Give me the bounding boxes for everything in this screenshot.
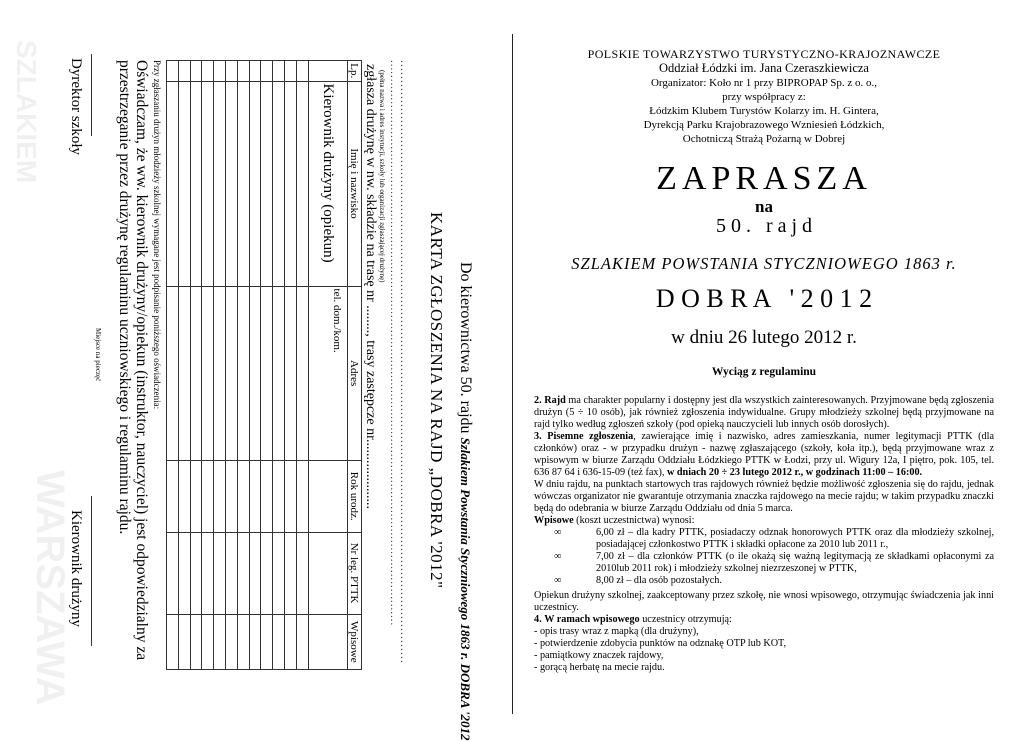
table-cell[interactable]: [308, 532, 347, 614]
rule-4-text: uczestnicy otrzymują:: [639, 614, 732, 625]
table-cell[interactable]: [214, 81, 226, 286]
table-cell[interactable]: [237, 61, 249, 82]
event-date: w dniu 26 lutego 2012 r.: [671, 327, 857, 348]
rule-2: [534, 395, 994, 431]
table-cell[interactable]: [190, 460, 202, 532]
table-cell[interactable]: [273, 61, 285, 82]
table-cell[interactable]: [261, 532, 273, 614]
fee-text: 7,00 zł – dla członków PTTK (o ile okażą się ważną legitymacją ze składkami opłaconymi za 2010lub 2011 rok) i młodzieży szkolnej niezrzeszonej w PTTK,: [596, 551, 994, 574]
branch-name: Oddział Łódzki im. Jana Czeraszkiewicza: [659, 61, 869, 75]
table-cell[interactable]: [285, 460, 297, 532]
director-label: Dyrektor szkoły: [68, 58, 84, 156]
rule-3-onsite: W dniu rajdu, na punktach startowych tras rajdowych również będzie możliwość zgłoszenia się do rajdu, jednak wówczas organizator nie gwarantuje otrzymania znaczka rajdowego na mecie rajdu; w takim przypadku znaczki będą do odebrania w biurze Zarządu Oddziału od dnia 5 marca.: [534, 479, 994, 514]
table-row: [296, 61, 308, 670]
dobra-heading: D O B R A ' 2 0 1 2: [655, 284, 873, 313]
leader-row: [308, 61, 347, 670]
leader-address-cell[interactable]: tel. dom./kom.: [308, 286, 347, 460]
infinity-icon: ∞: [554, 551, 562, 562]
col-lp: Lp.: [348, 61, 362, 82]
director-signature-line: [91, 54, 92, 136]
fee-intro: [534, 515, 994, 527]
table-cell[interactable]: [178, 614, 190, 669]
table-cell[interactable]: [167, 61, 179, 82]
fee-item: [534, 575, 994, 587]
table-cell[interactable]: [190, 81, 202, 286]
table-row: [237, 61, 249, 670]
table-cell[interactable]: [285, 81, 297, 286]
declaration-text: Oświadczam, że ww. kierownik drużyny/opiekun (instruktor, nauczyciel) jest odpowiedzialny za przestrzeganie przez drużynę regulaminu uczniowskiego i regulaminu rajdu.: [116, 60, 150, 661]
rule-2-bold: Rajd: [544, 395, 566, 406]
leader-name-cell[interactable]: Kierownik drużyny (opiekun): [308, 81, 347, 286]
table-row: [273, 61, 285, 670]
benefit-item: - pamiątkowy znaczek rajdowy,: [534, 650, 664, 661]
invitation: [532, 0, 996, 724]
table-cell[interactable]: [226, 286, 238, 460]
table-cell[interactable]: [226, 81, 238, 286]
table-cell[interactable]: [214, 614, 226, 669]
table-cell[interactable]: [249, 460, 261, 532]
table-cell[interactable]: [167, 81, 179, 286]
table-cell[interactable]: [261, 286, 273, 460]
table-cell[interactable]: [202, 614, 214, 669]
table-cell[interactable]: [249, 614, 261, 669]
table-cell[interactable]: [226, 532, 238, 614]
table-cell[interactable]: [308, 614, 347, 669]
org-name: POLSKIE TOWARZYSTWO TURYSTYCZNO-KRAJOZNAWCZE: [587, 47, 941, 61]
table-cell[interactable]: [237, 81, 249, 286]
table-cell[interactable]: [249, 532, 261, 614]
table-cell[interactable]: [202, 532, 214, 614]
rule-2-number: 2.: [534, 395, 542, 406]
table-cell[interactable]: [167, 614, 179, 669]
col-name: Imię i nazwisko: [348, 81, 362, 286]
rule-3-dates: w dniach 20 ÷ 23 lutego 2012 r., w godzinach 11:00 – 16:00.: [666, 467, 923, 478]
rule-3-text: , zawierające imię i nazwisko, adres zamieszkania, numer legitymacji PTTK (dla członków) oraz - w przypadku drużyn - nazwę zgłaszającego (szkoły, koła itp.), będą przyjmowane wraz z wpisowym w biurze Zarządu Oddziału Łódzkiego PTTK w Łodzi, przy ul. Wigury 12a, I piętro, pok. 105, tel. 636 87 64 i 636-15-09 (też fax),: [534, 431, 995, 478]
table-cell[interactable]: [190, 61, 202, 82]
table-row: [249, 61, 261, 670]
table-row: [178, 61, 190, 670]
rule-3-number: 3.: [534, 431, 542, 442]
institution-caption: (pełna nazwa i adres instytucji, szkoły lub organizacji zgłaszającej drużynę): [378, 70, 386, 283]
table-cell[interactable]: [237, 460, 249, 532]
leader-signature-line: [91, 496, 92, 646]
table-cell[interactable]: [296, 614, 308, 669]
institution-dots-2: .......................................................................................................................................................: [388, 60, 400, 627]
col-address: Adres: [348, 286, 362, 460]
table-cell[interactable]: [190, 614, 202, 669]
col-pttk-id: Nr leg. PTTK: [348, 532, 362, 614]
table-cell[interactable]: [308, 61, 347, 82]
table-cell[interactable]: [296, 61, 308, 82]
table-cell[interactable]: [167, 286, 179, 460]
table-cell[interactable]: [249, 61, 261, 82]
table-cell[interactable]: [273, 614, 285, 669]
table-row: [285, 61, 297, 670]
rule-4: [534, 614, 994, 626]
table-cell[interactable]: [296, 286, 308, 460]
page-divider: [512, 34, 513, 714]
table-header-row: [348, 61, 362, 670]
benefit-item: - gorącą herbatę na mecie rajdu.: [534, 662, 665, 673]
consent-note: Przy zgłaszaniu drużyn młodzieży szkolnej wymagane jest podpisanie poniższego oświadczenia:: [152, 60, 162, 410]
card-title: KARTA ZGŁOSZENIA NA RAJD „DOBRA '2012": [427, 212, 446, 589]
table-cell[interactable]: [261, 614, 273, 669]
table-cell[interactable]: [167, 532, 179, 614]
rule-4-number: 4.: [534, 614, 542, 625]
organizer: Organizator: Koło nr 1 przy BIPROPAP Sp. z o. o.,: [650, 77, 877, 89]
table-cell[interactable]: [178, 460, 190, 532]
table-cell[interactable]: [178, 532, 190, 614]
table-cell[interactable]: [261, 460, 273, 532]
table-cell[interactable]: [237, 286, 249, 460]
infinity-icon: ∞: [554, 575, 562, 586]
partner-2: Dyrekcją Parku Krajobrazowego Wzniesień Łódzkich,: [643, 119, 885, 131]
table-cell[interactable]: [226, 61, 238, 82]
table-cell[interactable]: [249, 286, 261, 460]
fee-item: [534, 551, 994, 575]
rule-3: [534, 431, 994, 479]
fee-bold: Wpisowe: [534, 515, 574, 526]
table-row: [202, 61, 214, 670]
fee-text: 6,00 zł – dla kadry PTTK, posiadaczy odznak honorowych PTTK oraz dla młodzieży szkolnej, posiadającej członkostwo PTTK i składki opłacone za 2010 lub 2011 r.,: [596, 527, 994, 550]
table-cell[interactable]: [285, 614, 297, 669]
fee-intro-text: (koszt uczestnictwa) wynosi:: [573, 515, 695, 526]
card-header: [456, 262, 474, 741]
zaprasza-heading: ZAPRASZA: [656, 160, 872, 197]
table-cell[interactable]: [214, 460, 226, 532]
table-cell[interactable]: [237, 614, 249, 669]
table-cell[interactable]: [178, 61, 190, 82]
table-cell[interactable]: [178, 81, 190, 286]
registration-table: [166, 60, 362, 670]
cooperation: przy współpracy z:: [722, 91, 806, 103]
table-row: [261, 61, 273, 670]
ghost-watermark-2: SZLAKIEM: [11, 40, 42, 184]
table-cell[interactable]: [226, 614, 238, 669]
table-row: [226, 61, 238, 670]
table-row: [190, 61, 202, 670]
leader-fee-note: Opiekun drużyny szkolnej, zaakceptowany przez szkołę, nie wnosi wpisowego, otrzymując świadczenia jak inni uczestnicy.: [534, 590, 994, 613]
table-cell[interactable]: [261, 81, 273, 286]
table-cell[interactable]: [237, 532, 249, 614]
partner-3: Ochotniczą Strażą Pożarną w Dobrej: [682, 133, 846, 145]
route-name: SZLAKIEM POWSTANIA STYCZNIOWEGO 1863 r.: [571, 254, 957, 273]
table-cell[interactable]: [296, 81, 308, 286]
benefit-item: - opis trasy wraz z mapką (dla drużyny),: [534, 626, 699, 637]
fee-text: 8,00 zł – dla osób pozostałych.: [596, 575, 722, 586]
table-cell[interactable]: [273, 532, 285, 614]
table-row: [214, 61, 226, 670]
regulations-heading: Wyciąg z regulaminu: [711, 366, 817, 378]
table-cell[interactable]: [285, 61, 297, 82]
table-cell[interactable]: [202, 460, 214, 532]
col-birth-year: Rok urodz.: [348, 460, 362, 532]
table-cell[interactable]: [190, 532, 202, 614]
table-cell[interactable]: [296, 532, 308, 614]
table-cell[interactable]: [308, 460, 347, 532]
table-cell[interactable]: [167, 460, 179, 532]
ghost-watermark: WARSZAWA: [28, 470, 72, 706]
table-cell[interactable]: [261, 61, 273, 82]
table-cell[interactable]: [249, 81, 261, 286]
leader-label: Kierownik drużyny: [68, 510, 84, 628]
table-cell[interactable]: [273, 81, 285, 286]
card-header-text: Do kierownictwa 50. rajdu: [457, 262, 474, 434]
card-header-italic: Szlakiem Powstania Styczniowego 1863 r. DOBRA '2012: [458, 437, 473, 741]
table-cell[interactable]: [190, 286, 202, 460]
stamp-caption: Miejsce na pieczęć: [94, 328, 102, 382]
table-row: [167, 61, 179, 670]
rule-3-bold: Pisemne zgłoszenia: [547, 431, 634, 442]
table-cell[interactable]: [285, 532, 297, 614]
table-cell[interactable]: [214, 286, 226, 460]
table-cell[interactable]: [296, 460, 308, 532]
table-cell[interactable]: [202, 61, 214, 82]
table-cell[interactable]: [214, 61, 226, 82]
col-fee: Wpisowe: [348, 614, 362, 669]
table-cell[interactable]: [226, 460, 238, 532]
table-cell[interactable]: [214, 532, 226, 614]
na-label: na: [755, 197, 773, 216]
fee-item: [534, 527, 994, 551]
table-cell[interactable]: [285, 286, 297, 460]
rule-2-text: ma charakter popularny i dostępny jest dla wszystkich zainteresowanych. Przyjmowane będą zgłoszenia drużyn (5 ÷ 10 osób), jak również zgłoszenia indywidualne. Grupy młodzieży szkolnej będą przyjmowane na rajd tylko według zgłoszeń szkoły (pod opieką nauczycieli lub innych osób dorosłych).: [534, 395, 995, 430]
regulations-body: [534, 395, 994, 674]
table-cell[interactable]: [178, 286, 190, 460]
table-cell[interactable]: [202, 286, 214, 460]
infinity-icon: ∞: [554, 527, 562, 538]
team-declaration-line: zgłasza drużynę w nw. składzie na trasę nr ........, trasy zastępcze nr....................: [363, 64, 378, 509]
benefit-item: - potwierdzenie zdobycia punktów na odznakę OTP lub KOT,: [534, 638, 787, 649]
rule-4-bold: W ramach wpisowego: [544, 614, 640, 625]
partner-1: Łódzkim Klubem Turystów Kolarzy im. H. Gintera,: [649, 105, 879, 117]
table-cell[interactable]: [273, 286, 285, 460]
table-cell[interactable]: [202, 81, 214, 286]
rajd-number: 5 0 . r a j d: [715, 215, 813, 237]
table-cell[interactable]: [273, 460, 285, 532]
institution-dots: .......................................................................................................................................................: [398, 60, 412, 664]
